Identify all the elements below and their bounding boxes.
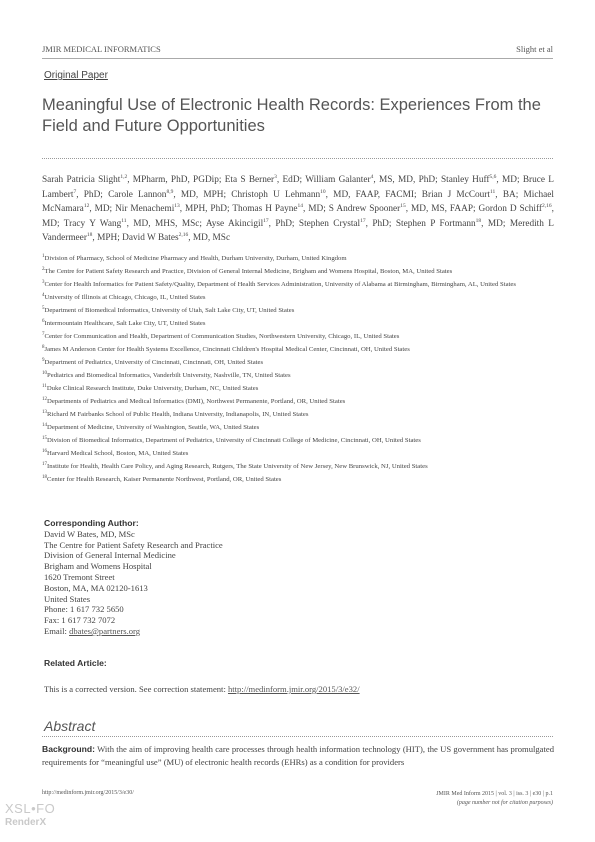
affiliation-item <box>42 410 554 420</box>
author-degrees: , MD, MPH; <box>173 189 232 200</box>
affiliation-text: Institute for Health, Health Care Policy, and Aging Research, Rutgers, The State University of New Jersey, New Brunswick, NJ, United States <box>47 462 428 470</box>
affiliation-item <box>42 423 554 433</box>
address-line: 1620 Tremont Street <box>44 571 115 582</box>
address-line: David W Bates, MD, MSc <box>44 528 135 539</box>
affiliation-text: Pediatrics and Biomedical Informatics, Vanderbilt University, Nashville, TN, United States <box>47 371 291 379</box>
author-name: Carole Lannon <box>108 189 167 200</box>
author-degrees: , MPH; <box>92 233 123 244</box>
affiliation-item <box>42 462 554 472</box>
related-article-label: Related Article: <box>44 658 107 668</box>
address-line: Division of General Internal Medicine <box>44 550 176 561</box>
author-affiliation-ref: 5,6 <box>489 173 497 180</box>
affiliation-number: 16 <box>42 448 47 454</box>
affiliation-number: 17 <box>42 461 47 467</box>
affiliation-number: 18 <box>42 474 47 480</box>
affiliation-text: University of Illinois at Chicago, Chicago, IL, United States <box>44 293 206 301</box>
affiliation-number: 7 <box>42 331 45 337</box>
author-name: Michael McNamara <box>42 189 554 215</box>
affiliation-text: James M Anderson Center for Health Systems Excellence, Cincinnati Children's Hospital Medical Center, Cincinnati, OH, United States <box>44 345 410 353</box>
author-degrees: , MD; <box>42 204 554 229</box>
email-link[interactable]: dbates@partners.org <box>69 625 141 636</box>
footer-note: (page number not for citation purposes) <box>456 799 553 806</box>
affiliation-item <box>42 306 554 316</box>
affiliation-number: 14 <box>42 422 47 428</box>
author-affiliation-ref: 3 <box>274 173 277 180</box>
author-degrees: , PhD; <box>76 189 109 200</box>
author-degrees: , MPharm, PhD, PGDip; <box>127 175 225 185</box>
author-affiliation-ref: 7 <box>73 188 77 195</box>
affiliation-item <box>42 254 554 264</box>
author-degrees: , MD; <box>303 204 329 215</box>
affiliation-item <box>42 384 554 394</box>
affiliation-number: 5 <box>42 305 45 311</box>
author-degrees: , MD; <box>481 218 510 229</box>
affiliation-item <box>42 475 554 485</box>
author-name: David W Bates <box>122 233 179 244</box>
author-name: Tracy Y Wang <box>63 218 122 229</box>
watermark-bottom: RenderX <box>5 817 47 828</box>
email-label: Email: <box>44 625 70 636</box>
address-line: Brigham and Womens Hospital <box>44 561 152 572</box>
author-degrees: , PhD; <box>365 218 396 229</box>
author-degrees: , MD, MSc <box>188 233 231 244</box>
abstract-background <box>42 743 554 769</box>
author-affiliation-ref: 2,16 <box>178 232 189 239</box>
author-affiliation-ref: 8,9 <box>166 188 174 195</box>
address-line: Phone: 1 617 732 5650 <box>44 604 124 615</box>
correction-link[interactable]: http://medinform.jmir.org/2015/3/e32/ <box>227 684 360 694</box>
affiliation-number: 8 <box>42 344 45 350</box>
background-text: With the aim of improving health care processes through health information technology (HIT), the US government has promulgated requirements for “meaningful use” (MU) of electronic health records (EHRs) as a condition for providers <box>42 744 554 767</box>
affiliation-item <box>42 449 554 459</box>
corresponding-author-address <box>44 529 223 626</box>
affiliation-item <box>42 436 554 446</box>
author-name: William Galanter <box>305 175 371 185</box>
affiliation-text: Center for Health Informatics for Patient Safety/Quality, Department of Health Services Administration, University of Alabama at Birmingham, Birmingham, AL, United States <box>44 280 516 288</box>
affiliation-item <box>42 319 554 329</box>
affiliation-number: 11 <box>42 383 47 389</box>
affiliation-text: Department of Medicine, University of Washington, Seattle, WA, United States <box>47 423 260 431</box>
author-affiliation-ref: 1,2 <box>120 173 128 180</box>
author-affiliation-ref: 11 <box>121 217 127 224</box>
affiliation-item <box>42 371 554 381</box>
affiliation-text: Center for Communication and Health, Department of Communication Studies, Northwestern University, Chicago, IL, United States <box>44 332 400 340</box>
title-divider <box>42 158 553 159</box>
affiliation-item <box>42 358 554 368</box>
background-label: Background: <box>42 744 95 754</box>
author-affiliation-ref: 18 <box>86 232 93 239</box>
author-name: Sarah Patricia Slight <box>42 175 121 185</box>
footer-url: http://medinform.jmir.org/2015/3/e30/ <box>42 790 134 796</box>
running-author: Slight et al <box>516 44 553 54</box>
affiliation-text: The Centre for Patient Safety Research and Practice, Division of General Internal Medicine, Brigham and Womens Hospital, Boston, MA, United States <box>44 267 453 275</box>
author-affiliation-ref: 11 <box>490 188 496 195</box>
author-name: Stanley Huff <box>440 175 490 185</box>
author-name: Bruce L Lambert <box>42 175 554 200</box>
author-degrees: , MD; <box>89 204 116 215</box>
related-article-text <box>44 684 360 694</box>
footer-citation: JMIR Med Inform 2015 | vol. 3 | iss. 3 | e30 | p.1 <box>436 791 553 797</box>
affiliation-text: Richard M Fairbanks School of Public Health, Indiana University, Indianapolis, IN, United States <box>47 410 309 418</box>
footer-citation-block <box>436 790 553 807</box>
corresponding-author-label: Corresponding Author: <box>44 518 139 528</box>
abstract-heading: Abstract <box>44 718 96 734</box>
address-line: United States <box>44 593 91 604</box>
correction-statement: This is a corrected version. See correction statement: <box>44 684 228 694</box>
author-degrees: , BA; <box>495 189 524 200</box>
author-name: Brian J McCourt <box>421 189 490 200</box>
author-affiliation-ref: 18 <box>475 217 482 224</box>
affiliation-text: Duke Clinical Research Institute, Duke University, Durham, NC, United States <box>46 384 259 392</box>
affiliation-text: Intermountain Healthcare, Salt Lake City, UT, United States <box>44 319 206 327</box>
author-degrees: , MD, MS, FAAP; <box>405 204 479 215</box>
header-divider <box>42 58 553 59</box>
affiliation-item <box>42 267 554 277</box>
author-affiliation-ref: 17 <box>360 217 366 224</box>
author-name: Ayse Akincigil <box>205 218 264 229</box>
author-name: S Andrew Spooner <box>328 204 401 215</box>
address-line: The Centre for Patient Safety Research and Practice <box>44 539 223 550</box>
author-degrees: , MD, MHS, MSc; <box>126 218 206 229</box>
watermark-top: XSL•FO <box>5 801 56 816</box>
author-name: Thomas H Payne <box>232 204 298 215</box>
affiliation-number: 1 <box>42 253 45 259</box>
author-affiliation-ref: 4 <box>370 173 374 180</box>
author-name: Stephen P Fortmann <box>395 218 476 229</box>
abstract-divider <box>42 736 553 737</box>
author-affiliation-ref: 10 <box>320 188 326 195</box>
author-name: Gordon D Schiff <box>478 204 543 215</box>
author-name: Nir Menachemi <box>115 204 175 215</box>
author-degrees: , MD; <box>496 175 523 185</box>
affiliation-item <box>42 345 554 355</box>
author-affiliation-ref: 12 <box>83 203 90 210</box>
author-degrees: , EdD; <box>276 175 306 185</box>
affiliation-number: 2 <box>42 266 45 272</box>
affiliation-item <box>42 332 554 342</box>
author-degrees: , PhD; <box>268 218 299 229</box>
affiliation-text: Division of Pharmacy, School of Medicine Pharmacy and Health, Durham University, Durham, United Kingdom <box>44 255 347 262</box>
affiliation-text: Harvard Medical School, Boston, MA, United States <box>47 449 189 457</box>
affiliation-text: Center for Health Research, Kaiser Permanente Northwest, Portland, OR, United States <box>47 475 282 483</box>
affiliation-text: Departments of Pediatrics and Medical Informatics (DMI), Northwest Permanente, Portland, OR, United States <box>47 397 346 405</box>
affiliation-item <box>42 397 554 407</box>
affiliation-text: Division of Biomedical Informatics, Department of Pediatrics, University of Cincinnati College of Medicine, Cincinnati, OH, United States <box>47 436 421 444</box>
affiliation-number: 6 <box>42 318 45 324</box>
author-affiliation-ref: 2,16 <box>542 203 552 210</box>
author-list <box>42 173 554 246</box>
affiliation-number: 3 <box>42 279 45 285</box>
affiliation-number: 10 <box>42 370 47 376</box>
author-degrees: , MD, FAAP, FACMI; <box>325 189 422 200</box>
affiliation-text: Department of Pediatrics, University of Cincinnati, Cincinnati, OH, United States <box>44 358 264 366</box>
author-degrees: , MS, MD, PhD; <box>373 175 441 185</box>
affiliation-number: 15 <box>42 435 47 441</box>
author-degrees: , MPH, PhD; <box>179 204 233 215</box>
affiliation-text: Department of Biomedical Informatics, University of Utah, Salt Lake City, UT, United States <box>44 306 295 314</box>
address-line: Boston, MA, MA 02120-1613 <box>44 582 148 593</box>
affiliation-item <box>42 293 554 303</box>
affiliation-number: 12 <box>42 396 47 402</box>
affiliation-number: 9 <box>42 357 45 363</box>
author-name: Meredith L Vandermeer <box>42 218 554 244</box>
author-affiliation-ref: 13 <box>174 203 180 210</box>
author-name: Eta S Berner <box>224 175 275 185</box>
corresponding-author-block <box>44 518 223 637</box>
affiliation-number: 4 <box>42 292 45 298</box>
journal-name: JMIR MEDICAL INFORMATICS <box>42 44 161 54</box>
author-affiliation-ref: 17 <box>263 217 269 224</box>
affiliation-item <box>42 280 554 290</box>
affiliation-list <box>42 254 554 488</box>
paper-title: Meaningful Use of Electronic Health Records: Experiences From the Field and Future Opportunities <box>42 96 541 135</box>
author-affiliation-ref: 14 <box>297 203 304 210</box>
author-affiliation-ref: 15 <box>400 203 406 210</box>
author-name: Christoph U Lehmann <box>231 189 321 200</box>
author-name: Stephen Crystal <box>298 218 361 229</box>
address-line: Fax: 1 617 732 7072 <box>44 615 116 626</box>
publication-type: Original Paper <box>44 70 108 81</box>
renderer-watermark <box>5 802 55 830</box>
affiliation-number: 13 <box>42 409 47 415</box>
email-line <box>44 626 223 637</box>
